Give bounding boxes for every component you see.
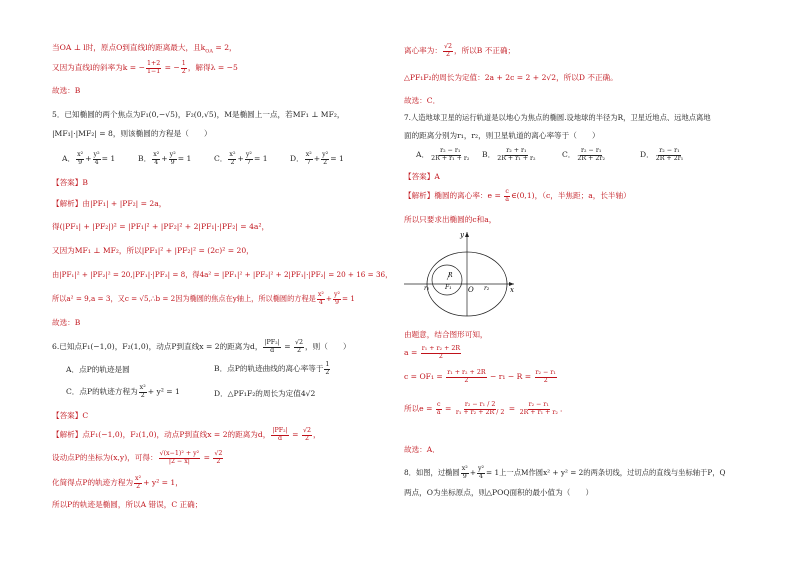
- q5-option-b[interactable]: B． $\frac{\text{x²}}{4}$ + $\frac{\text{y²}}{9}$ = 1: [138, 151, 192, 166]
- explanation-7-line-2: 所以只要求出椭圆的c和a，: [404, 215, 497, 224]
- label-x: x: [510, 286, 514, 294]
- q5-option-c[interactable]: C． $\frac{\text{x²}}{2}$ + $\frac{\text{y²}}{7}$ = 1: [214, 151, 268, 166]
- question-8-stem: 8．如图，过椭圆 $\frac{\text{x²}}{9}$ + $\frac{\text{y²}}{4}$ = 1上一点M作圆x² + y² = 2的两条切线，过切点的直线与坐标轴于P，Q: [404, 465, 726, 480]
- q6-option-a[interactable]: A．点P的轨迹是圆: [66, 365, 130, 374]
- explanation-6-line-1: 【解析】点F₁(−1,0)，F₂(1,0)，动点P到直线x = 2的距离为d， $\frac{\text{|PF₂|}}{d}$ = $\frac{√2}{2}$ ，: [52, 427, 321, 442]
- q5-option-d[interactable]: D． $\frac{\text{x²}}{7}$ + $\frac{\text{y²}}{2}$ = 1: [290, 151, 344, 166]
- question-5-stem-2: |MF₁|·|MF₂| = 8，则该椭圆的方程是（ ）: [52, 129, 212, 138]
- q7-option-b[interactable]: B． $\frac{\text{r₂ + r₁}}{\text{2R + r₁ + r₂}}$: [482, 147, 536, 162]
- label-y: y: [460, 231, 464, 239]
- solution-line-1: 当OA ⊥ l时，原点O到直线l的距离最大，且$k_{OA} = 2$，: [52, 43, 237, 55]
- explanation-7-line-4: a = $\frac{\text{r₁ + r₂ + 2R}}{2}$: [404, 345, 461, 360]
- select-7: 故选：A．: [404, 445, 440, 454]
- q6-option-b[interactable]: B．点P的轨迹曲线的离心率等于 $\frac{1}{2}$: [214, 361, 330, 376]
- question-6-stem: 6.已知点F₁(−1,0)，F₂(1,0)，动点P到直线x = 2的距离为d， $\frac{\text{|PF₂|}}{d}$ = $\frac{√2}{2}$ ，则（ ）: [52, 339, 351, 354]
- question-5-stem: 5．已知椭圆的两个焦点为F₁(0,−√5)，F₂(0,√5)，M是椭圆上一点，若MF₁ ⊥ MF₂，: [52, 110, 345, 119]
- explanation-5-line-3: 又因为MF₁ ⊥ MF₂，所以|PF₁|² + |PF₂|² = (2c)² = 20，: [52, 246, 254, 255]
- explanation-6-line-3: 化简得点P的轨迹方程为 $\frac{\text{x²}}{2}$ + y² = 1，: [52, 475, 183, 490]
- answer-7: 【答案】A: [404, 172, 440, 181]
- q6-option-d[interactable]: D．△PF₁F₂的周长为定值4√2: [214, 389, 316, 398]
- q7-option-a[interactable]: A． $\frac{\text{r₂ − r₁}}{\text{2R + r₁ + r₂}}$: [416, 147, 470, 162]
- label-F1: F₁: [445, 284, 452, 291]
- explanation-7-line-5: c = OF₁ = $\frac{\text{r₁ + r₂ + 2R}}{2}$ − r₁ − R = $\frac{\text{r₂ − r₁}}{2}$: [404, 369, 556, 384]
- select-line: 故选：B: [52, 86, 81, 95]
- answer-6: 【答案】C: [52, 411, 89, 420]
- solution-r-line-1: 离心率为： $\frac{√2}{2}$ ，所以B 不正确；: [404, 43, 516, 58]
- question-7-stem-2: 面的距离分别为r₁，r₂，则卫星轨道的离心率等于（ ）: [404, 131, 600, 140]
- label-r1: r₁: [424, 285, 430, 292]
- select-6: 故选：C．: [404, 96, 441, 105]
- explanation-5-line-4: 由|PF₁|² + |PF₂|² = 20,|PF₁|·|PF₂| = 8，得4a² = |PF₁|² + |PF₂|² + 2|PF₁|·|PF₂| = 20 + 16 = 36，: [52, 270, 393, 279]
- question-7-stem: 7.人造地球卫星的运行轨道是以地心为焦点的椭圆.设地球的半径为R，卫星近地点、远地点离地: [404, 113, 711, 122]
- explanation-6-line-2: 设动点P的坐标为(x,y)，可得： $\frac{\text{√(x−1)² + y²}}{|2 - x|}$ = $\frac{√2}{2}$: [52, 450, 223, 465]
- select-5: 故选：B: [52, 318, 81, 327]
- explanation-7-line-1: 【解析】椭圆的离心率：e = $\frac{c}{a}$ ∈(0,1)，（c，半焦距；a，长半轴）: [404, 188, 631, 203]
- solution-r-line-2: △PF₁F₂的周长为定值：2a + 2c = 2 + 2√2，所以D 不正确。: [404, 73, 618, 82]
- label-r2: r₂: [484, 285, 490, 292]
- y-axis-arrow-icon: [465, 232, 469, 237]
- satellite-orbit-figure: [404, 228, 526, 318]
- explanation-5-line-2: 得(|PF₁| + |PF₂|)² = |PF₁|² + |PF₂|² + 2|PF₁|·|PF₂| = 4a²，: [52, 222, 270, 231]
- q7-option-d[interactable]: D． $\frac{\text{r₂ − r₁}}{\text{2R + 2r₁}}$: [640, 147, 684, 162]
- question-8-stem-2: 两点，O为坐标原点，则△POQ面积的最小值为（ ）: [404, 488, 594, 497]
- explanation-5-line-5: 所以a² = 9,a = 3，又c = √5,∴b = 2因为椭圆的焦点在y轴上，所以椭圆的方程是 $\frac{\text{x²}}{4}$ + $\frac{\text{y²}}{9}$ = 1: [52, 291, 355, 306]
- answer-5: 【答案】B: [52, 178, 88, 187]
- label-O: O: [468, 286, 474, 294]
- q7-option-c[interactable]: C． $\frac{\text{r₂ − r₁}}{\text{2R + 2r₂}}$: [562, 147, 605, 162]
- explanation-6-line-4: 所以P的轨迹是椭圆，所以A 错误，C 正确；: [52, 500, 203, 509]
- explanation-5-line-1: 【解析】由|PF₁| + |PF₂| = 2a，: [52, 199, 167, 208]
- explanation-7-line-3: 由题意，结合图形可知，: [404, 330, 488, 339]
- q6-option-c[interactable]: C．点P的轨迹方程为 $\frac{\text{x²}}{2}$ + y² = 1: [66, 384, 180, 399]
- solution-line-2: 又因为直线l的斜率为k = − $\frac{1+2}{1-1}$ = − $\frac{1}{2}$ ，解得λ = −5: [52, 60, 238, 75]
- label-R: R: [448, 272, 453, 279]
- q5-option-a[interactable]: A． $\frac{\text{x²}}{9}$ + $\frac{\text{y²}}{4}$ = 1: [62, 151, 116, 166]
- explanation-7-line-6: 所以e = $\frac{c}{a}$ = $\frac{\text{r₂ − r₁ / 2}}{\text{r₁ + r₂ + 2R / 2}}$ = $\frac{\text{r₂ − r₁}}{\text{2R + r₁ + r₂}}$ ．: [404, 401, 568, 416]
